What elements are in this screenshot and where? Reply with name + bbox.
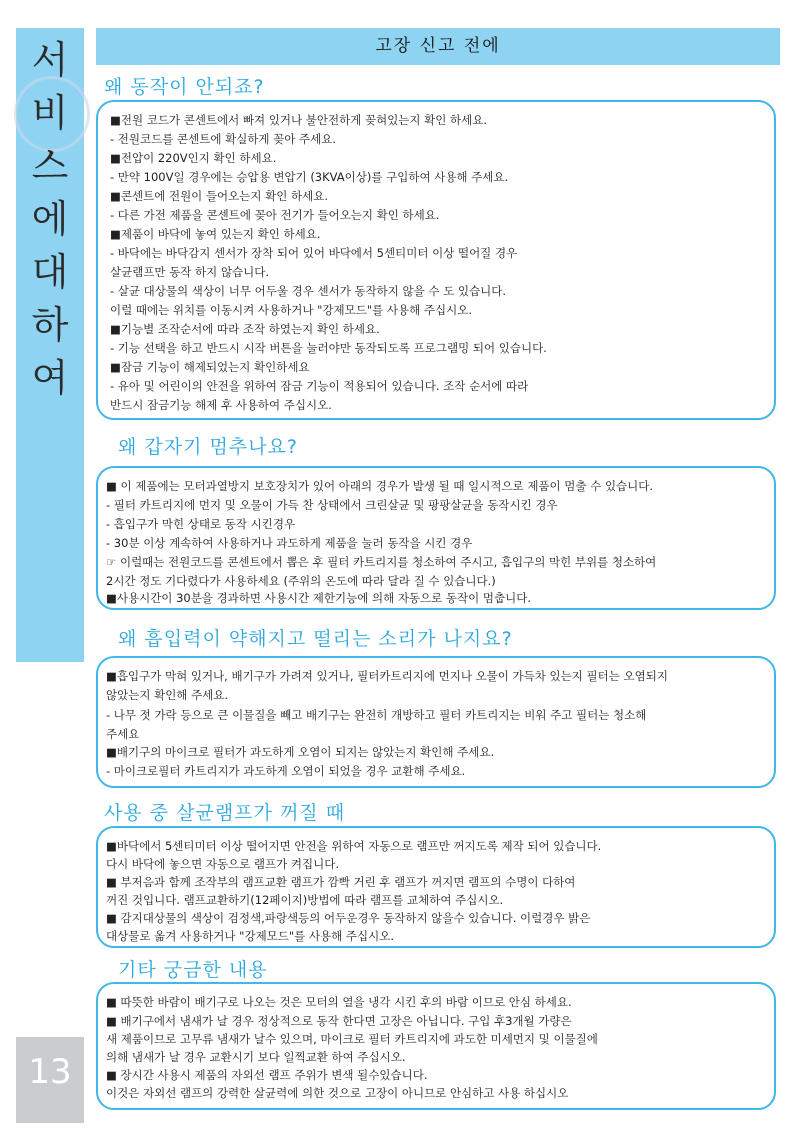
- sidebar-title-char: 여: [31, 356, 69, 400]
- sidebar-title-char: 대: [31, 250, 69, 294]
- section-line: 이것은 자외선 램프의 강력한 살균력에 의한 것으로 고장이 아니므로 안심하고 사용 하십시오: [106, 1086, 569, 1100]
- section-line: 2시간 정도 기다렸다가 사용하세요 (주위의 온도에 따라 달라 질 수 있습니다.): [106, 574, 496, 588]
- sidebar-title: [16, 34, 84, 405]
- section-title: 왜 동작이 안되죠?: [104, 76, 265, 98]
- section-line: 반드시 잠금기능 해제 후 사용하여 주십시오.: [110, 398, 332, 412]
- section-line: - 유아 및 어린이의 안전을 위하여 잠금 기능이 적용되어 있습니다. 조작 순서에 따라: [110, 379, 529, 393]
- section-line: ■ 부저음과 함께 조작부의 램프교환 램프가 깜빡 거린 후 램프가 꺼지면 램프의 수명이 다하여: [106, 875, 576, 889]
- section-box: [96, 656, 776, 788]
- section-line: ■ 감지대상물의 색상이 검정색,파랑색등의 어두운경우 동작하지 않을수 있습니다. 이럴경우 밝은: [106, 911, 591, 925]
- section-line: ■기능별 조작순서에 따라 조작 하였는지 확인 하세요.: [110, 322, 380, 336]
- section-line: ■ 이 제품에는 모터과열방지 보호장치가 있어 아래의 경우가 발생 될 때 일시적으로 제품이 멈출 수 있습니다.: [106, 479, 654, 493]
- section-line: ■사용시간이 30분을 경과하면 사용시간 제한기능에 의해 자동으로 동작이 멈춥니다.: [106, 591, 531, 605]
- section-line: - 살균 대상물의 색상이 너무 어두울 경우 센서가 동작하지 않을 수 도 있습니다.: [110, 284, 507, 298]
- section-line: ■ 따뜻한 바람이 배기구로 나오는 것은 모터의 열을 냉각 시킨 후의 바람 이므로 안심 하세요.: [106, 995, 572, 1009]
- section-line: 않았는지 확인해 주세요.: [106, 688, 229, 702]
- section-line: 살균램프만 동작 하지 않습니다.: [110, 265, 270, 279]
- section-box: [96, 100, 776, 420]
- section-box: [96, 982, 776, 1110]
- page-header: 고장 신고 전에: [96, 28, 780, 65]
- section-box: [96, 826, 776, 948]
- section-line: - 필터 카트리지에 먼지 및 오물이 가득 찬 상태에서 크린살균 및 팡팡살균을 동작시킨 경우: [106, 498, 558, 512]
- section-line: - 마이크로필터 카트리지가 과도하게 오염이 되었을 경우 교환해 주세요.: [106, 764, 466, 778]
- sidebar-title-char: 에: [31, 197, 69, 241]
- page-number: 13: [28, 1052, 72, 1092]
- section-line: ■바닥에서 5센티미터 이상 떨어지면 안전을 위하여 자동으로 램프만 꺼지도록 제작 되어 있습니다.: [106, 839, 602, 853]
- section-line: - 바닥에는 바닥감지 센서가 장착 되어 있어 바닥에서 5센티미터 이상 떨어질 경우: [110, 246, 518, 260]
- section-line: 새 제품이므로 고무류 냄새가 날수 있으며, 마이크로 필터 카트리지에 과도한 미세먼지 및 이물질에: [106, 1032, 598, 1046]
- section-line: - 30분 이상 계속하여 사용하거나 과도하게 제품을 눌러 동작을 시킨 경우: [106, 536, 473, 550]
- section-title: 사용 중 살균램프가 꺼질 때: [104, 802, 346, 824]
- section-line: ■제품이 바닥에 놓여 있는지 확인 하세요.: [110, 227, 321, 241]
- section-line: ☞ 이럴때는 전원코드를 콘센트에서 뽑은 후 필터 카트리지를 청소하여 주시고, 흡입구의 막힌 부위를 청소하여: [106, 555, 657, 569]
- section-line: ■잠금 기능이 해제되었는지 확인하세요: [110, 360, 310, 374]
- section-box: [96, 466, 776, 610]
- sidebar-title-char: 비: [31, 91, 69, 135]
- section-line: 다시 바닥에 놓으면 자동으로 램프가 켜집니다.: [106, 857, 340, 871]
- section-line: 꺼진 것입니다. 램프교환하기(12페이지)방법에 따라 램프를 교체하여 주십시오.: [106, 893, 504, 907]
- section-line: ■흡입구가 막혀 있거나, 배기구가 가려져 있거나, 필터카트리지에 먼지나 오물이 가득차 있는지 필터는 오염되지: [106, 669, 668, 683]
- section-line: - 만약 100V일 경우에는 승압용 변압기 (3KVA이상)를 구입하여 사용해 주세요.: [110, 170, 509, 184]
- section-line: 대상물로 옮겨 사용하거나 "강제모드"를 사용해 주십시오.: [106, 929, 395, 943]
- section-line: ■콘센트에 전원이 들어오는지 확인 하세요.: [110, 189, 328, 203]
- section-line: ■ 장시간 사용시 제품의 자외선 램프 주위가 변색 될수있습니다.: [106, 1068, 428, 1082]
- sidebar-title-char: 서: [31, 38, 69, 82]
- section-line: - 전원코드를 콘센트에 확실하게 꽂아 주세요.: [110, 132, 337, 146]
- section-title: 왜 흡입력이 약해지고 떨리는 소리가 나지요?: [118, 628, 513, 650]
- section-line: - 기능 선택을 하고 반드시 시작 버튼을 눌러야만 동작되도록 프로그램밍 되어 있습니다.: [110, 341, 547, 355]
- section-line: - 흡입구가 막힌 상태로 동작 시킨경우: [106, 517, 296, 531]
- section-line: - 나무 젓 가락 등으로 큰 이물질을 빼고 배기구는 완전히 개방하고 필터 카트리지는 비워 주고 필터는 청소해: [106, 708, 647, 722]
- sidebar-title-char: 하: [31, 303, 69, 347]
- section-line: - 다른 가전 제품을 콘센트에 꽂아 전기가 들어오는지 확인 하세요.: [110, 208, 440, 222]
- section-line: ■전압이 220V인지 확인 하세요.: [110, 151, 277, 165]
- section-line: ■전원 코드가 콘센트에서 빠져 있거나 불안전하게 꽂혀있는지 확인 하세요.: [110, 113, 488, 127]
- sidebar-title-char: 스: [31, 144, 69, 188]
- section-title: 기타 궁금한 내용: [118, 959, 268, 981]
- section-line: ■ 배기구에서 냄새가 날 경우 정상적으로 동작 한다면 고장은 아닙니다. 구입 후3개월 가량은: [106, 1014, 572, 1028]
- section-line: ■배기구의 마이크로 필터가 과도하게 오염이 되지는 않았는지 확인해 주세요.: [106, 745, 495, 759]
- section-line: 주세요: [106, 727, 140, 741]
- section-line: 이럴 때에는 위치를 이동시켜 사용하거나 "강제모드"를 사용해 주십시오.: [110, 303, 472, 317]
- section-line: 의해 냄새가 날 경우 교환시기 보다 일찍교환 하여 주십시오.: [106, 1050, 406, 1064]
- section-title: 왜 갑자기 멈추나요?: [118, 436, 298, 458]
